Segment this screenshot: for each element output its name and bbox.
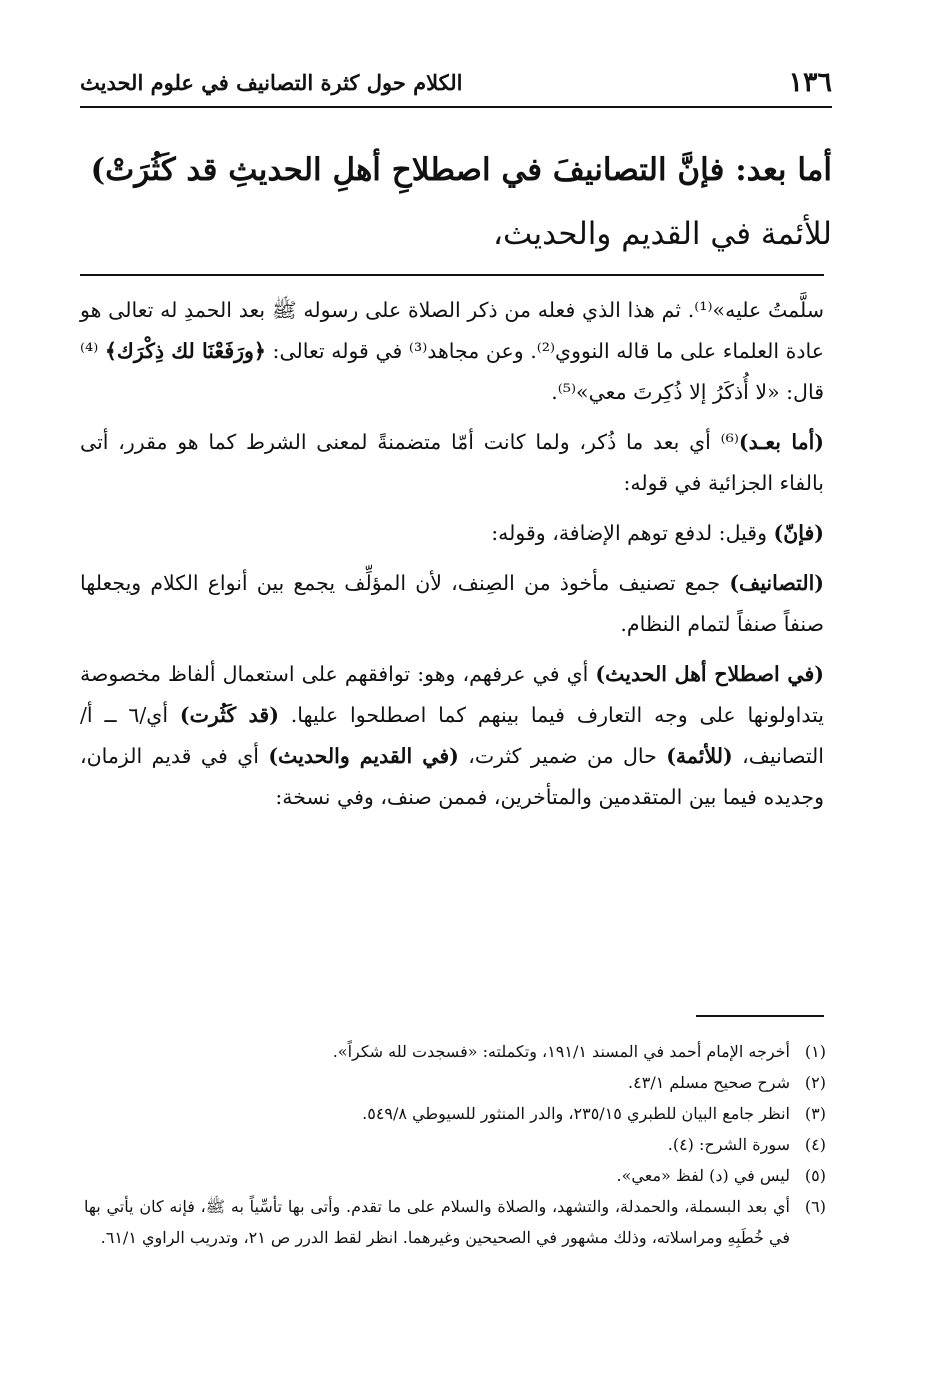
matn-line-2: للأئمة في القديم والحديث، [493, 216, 832, 252]
commentary-paragraph-2 [80, 422, 824, 504]
footnote-number: (٤) [804, 1135, 826, 1154]
footnote-text: سورة الشرح: (٤). [667, 1135, 790, 1154]
commentary-paragraph-4 [80, 563, 824, 645]
matn-text [80, 138, 832, 266]
matn-line-1: أما بعد: فإنَّ التصانيفَ في اصطلاحِ أهلِ الحديثِ قد كَثُرَتْ) [90, 152, 832, 188]
lemma-term: (أما بعـد) [738, 430, 824, 454]
paragraph-text: حال من ضمير كثرت، [458, 744, 667, 768]
footnote-number: (٢) [804, 1073, 826, 1092]
footnote-1 [84, 1036, 826, 1067]
page-header [80, 62, 832, 102]
footnote-2 [84, 1067, 826, 1098]
footnote-text: ليس في (د) لفظ «معي». [616, 1166, 790, 1185]
paragraph-text: جمع تصنيف مأخوذ من الصِنف، لأن المؤلِّف يجمع بين أنواع الكلام ويجعلها صنفاً صنفاً لتمام النظام. [80, 571, 824, 636]
footnote-text: شرح صحيح مسلم ٤٣/١. [628, 1073, 790, 1092]
page-number: ١٣٦ [788, 66, 832, 98]
header-divider [80, 106, 832, 108]
footnote-text: أي بعد البسملة، والحمدلة، والتشهد، والصلاة والسلام على ما تقدم. وأتى بها تأسِّياً به ﷺ، فإنه كان يأتي بها في خُطَبِهِ ومراسلاته، وذلك مشهور في الصحيحين وغيرهما. انظر لقط الدرر ص ٢١، وتدريب الراوي ٦١/١. [84, 1197, 790, 1247]
commentary-paragraph-1 [80, 290, 824, 413]
footnote-4 [84, 1129, 826, 1160]
lemma-term: (في القديم والحديث) [268, 744, 459, 768]
paragraph-text: أي/٦ ــ أ/ التصانيف، [80, 703, 824, 768]
quran-verse: ﴿ورَفَعْنَا لك ذِكْرَك﴾ [104, 339, 266, 363]
footnotes [84, 1036, 826, 1253]
footnote-6 [84, 1191, 826, 1253]
lemma-term: (فإنّ) [773, 521, 824, 545]
commentary-body [80, 290, 824, 827]
lemma-term: (في اصطلاح أهل الحديث) [595, 662, 824, 686]
footnote-text: انظر جامع البيان للطبري ٢٣٥/١٥، والدر المنثور للسيوطي ٥٤٩/٨. [362, 1104, 790, 1123]
footnote-number: (١) [804, 1042, 826, 1061]
paragraph-text: أي في قديم الزمان، وجديده فيما بين المتقدمين والمتأخرين، فممن صنف، وفي نسخة: [80, 744, 824, 809]
lemma-term: (للأئمة) [666, 744, 733, 768]
lemma-term: (قد كَثُرت) [179, 703, 279, 727]
paragraph-text: سلَّمتُ عليه»⁽¹⁾. ثم هذا الذي فعله من ذكر الصلاة على رسوله ﷺ بعد الحمدِ له تعالى هو عادة العلماء على ما قاله النووي⁽²⁾. وعن مجاهد⁽³⁾ في قوله تعالى: [80, 298, 824, 363]
commentary-paragraph-5 [80, 654, 824, 818]
footnote-number: (٦) [804, 1197, 826, 1216]
footnote-number: (٣) [804, 1104, 826, 1123]
footnote-3 [84, 1098, 826, 1129]
commentary-paragraph-3 [80, 513, 824, 554]
paragraph-text: ⁽⁶⁾ أي بعد ما ذُكر، ولما كانت أمّا متضمنةً لمعنى الشرط كما هو مقرر، أتى بالفاء الجزائية في قوله: [80, 430, 824, 495]
matn-divider [80, 274, 824, 276]
paragraph-text: وقيل: لدفع توهم الإضافة، وقوله: [491, 521, 774, 545]
footnote-divider [696, 1015, 824, 1017]
footnote-text: أخرجه الإمام أحمد في المسند ١٩١/١، وتكملته: «فسجدت لله شكراً». [332, 1042, 790, 1061]
paragraph-text: ⁽⁴⁾ قال: «لا أُذكَرُ إلا ذُكِرتَ معي»⁽⁵⁾. [80, 339, 824, 404]
lemma-term: (التصانيف) [729, 571, 824, 595]
footnote-5 [84, 1160, 826, 1191]
running-title: الكلام حول كثرة التصانيف في علوم الحديث [80, 69, 463, 95]
footnote-number: (٥) [804, 1166, 826, 1185]
paragraph-text: أي في عرفهم، وهو: توافقهم على استعمال ألفاظ مخصوصة يتداولونها على وجه التعارف فيما بينهم كما اصطلحوا عليها. [80, 662, 824, 727]
